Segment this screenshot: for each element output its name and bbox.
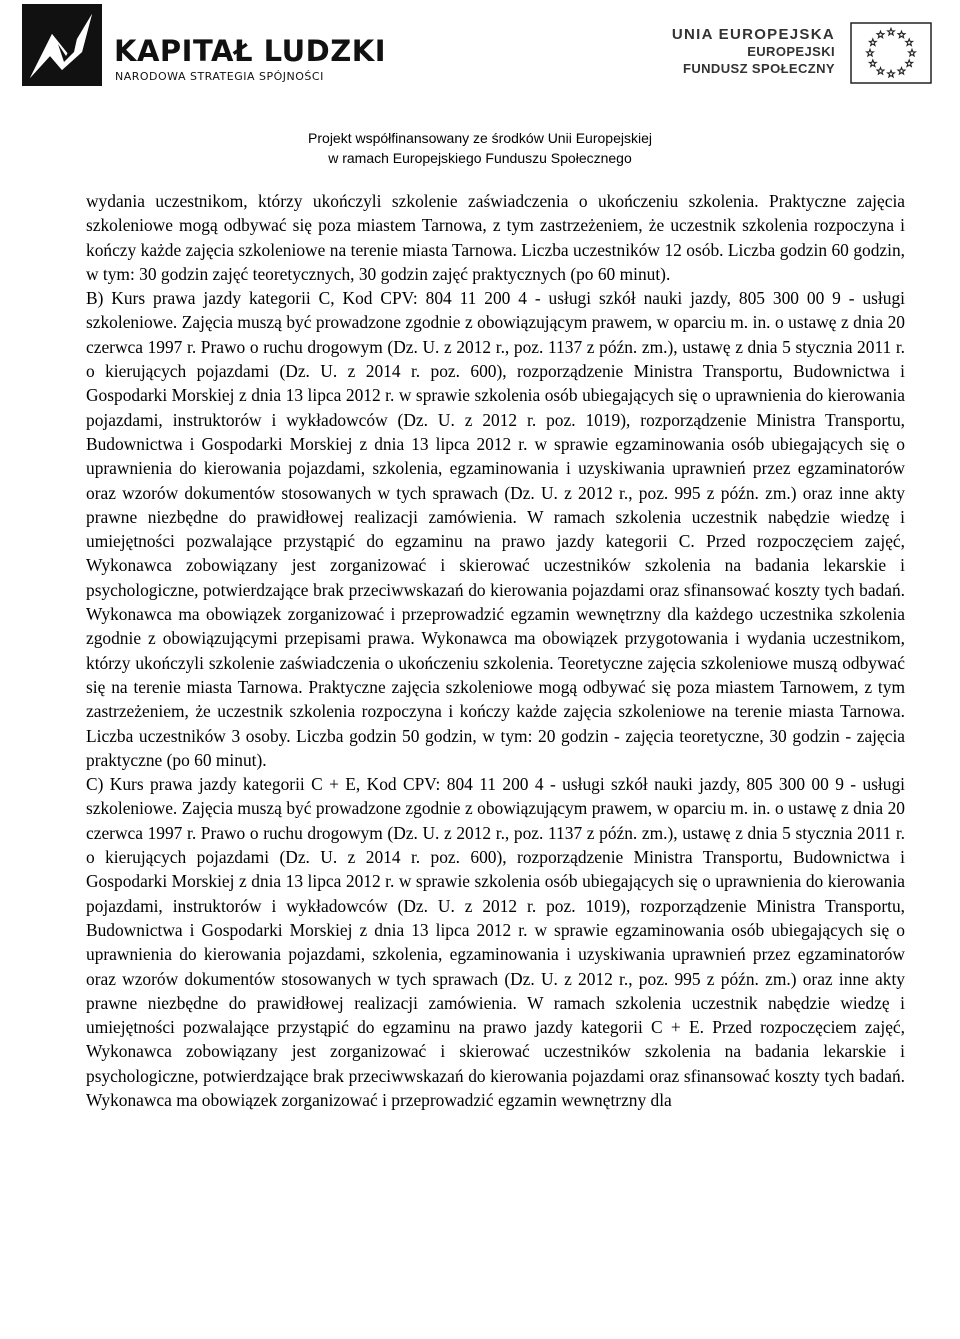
eu-logo-line3: FUNDUSZ SPOŁECZNY — [683, 61, 835, 76]
kapital-ludzki-emblem-icon — [22, 4, 102, 86]
document-body — [86, 189, 905, 1112]
project-line-1: Projekt współfinansowany ze środków Unii Europejskiej — [308, 130, 652, 146]
paragraph-1: wydania uczestnikom, którzy ukończyli szkolenie zaświadczenia o ukończeniu szkolenia. Praktyczne zajęcia szkoleniowe mogą odbywać się poza miastem Tarnowa, z tym zastrzeżeniem, że uczestnik szkolenia rozpoczyna i kończy każde zajęcia szkoleniowe na terenie miasta Tarnowa. Liczba uczestników 12 osób. Liczba godzin 60 godzin, w tym: 30 godzin zajęć teoretycznych, 30 godzin zajęć praktycznych (po 60 minut). — [86, 191, 905, 284]
paragraph-3: C) Kurs prawa jazdy kategorii C + E, Kod CPV: 804 11 200 4 - usługi szkół nauki jazdy, 805 300 00 9 - usługi szkoleniowe. Zajęcia muszą być prowadzone zgodnie z obowiązującym prawem, w oparciu m. in. o ustawę z dnia 20 czerwca 1997 r. Prawo o ruchu drogowym (Dz. U. z 2012 r., poz. 1137 z późn. zm.), ustawę z dnia 5 stycznia 2011 r. o kierujących pojazdami (Dz. U. z 2014 r. poz. 600), rozporządzenie Ministra Transportu, Budownictwa i Gospodarki Morskiej z dnia 13 lipca 2012 r. w sprawie szkolenia osób ubiegających się o uprawnienia do kierowania pojazdami, instruktorów i wykładowców (Dz. U. z 2012 r. poz. 1019), rozporządzenie Ministra Transportu, Budownictwa i Gospodarki Morskiej z dnia 13 lipca 2012 r. w sprawie egzaminowania osób ubiegających się o uprawnienia do kierowania pojazdami, szkolenia, egzaminowania i uzyskiwania uprawnień przez egzaminatorów oraz wzorów dokumentów stosowanych w tych sprawach (Dz. U. z 2012 r., poz. 995 z późn. zm.) oraz inne akty prawne niezbędne do prawidłowej realizacji zamówienia. W ramach szkolenia uczestnik nabędzie wiedzę i umiejętności pozwalające przystąpić do egzaminu na prawo jazdy kategorii C + E. Przed rozpoczęciem zajęć, Wykonawca zobowiązany jest zorganizować i skierować uczestników szkolenia na badania lekarskie i psychologiczne, potwierdzające brak przeciwwskazań do kierowania pojazdami oraz sfinansować koszty tych badań. Wykonawca ma obowiązek zorganizować i przeprowadzić egzamin wewnętrzny dla — [86, 774, 905, 1110]
kapital-ludzki-logo — [22, 4, 387, 94]
eu-logo-line1: UNIA EUROPEJSKA — [671, 26, 835, 43]
eu-logo — [670, 22, 940, 92]
kapital-ludzki-subtitle: NARODOWA STRATEGIA SPÓJNOŚCI — [115, 70, 324, 83]
project-line-2: w ramach Europejskiego Funduszu Społecznego — [328, 150, 632, 166]
page-header — [0, 0, 960, 175]
eu-flag-stars-icon — [850, 22, 932, 84]
paragraph-2: B) Kurs prawa jazdy kategorii C, Kod CPV: 804 11 200 4 - usługi szkół nauki jazdy, 805 300 00 9 - usługi szkoleniowe. Zajęcia muszą być prowadzone zgodnie z obowiązującym prawem, w oparciu m. in. o ustawę z dnia 20 czerwca 1997 r. Prawo o ruchu drogowym (Dz. U. z 2012 r., poz. 1137 z późn. zm.), ustawę z dnia 5 stycznia 2011 r. o kierujących pojazdami (Dz. U. z 2014 r. poz. 600), rozporządzenie Ministra Transportu, Budownictwa i Gospodarki Morskiej z dnia 13 lipca 2012 r. w sprawie szkolenia osób ubiegających się o uprawnienia do kierowania pojazdami, instruktorów i wykładowców (Dz. U. z 2012 r. poz. 1019), rozporządzenie Ministra Transportu, Budownictwa i Gospodarki Morskiej z dnia 13 lipca 2012 r. w sprawie egzaminowania osób ubiegających się o uprawnienia do kierowania pojazdami, szkolenia, egzaminowania i uzyskiwania uprawnień przez egzaminatorów oraz wzorów dokumentów stosowanych w tych sprawach (Dz. U. z 2012 r., poz. 995 z późn. zm.) oraz inne akty prawne niezbędne do prawidłowej realizacji zamówienia. W ramach szkolenia uczestnik nabędzie wiedzę i umiejętności pozwalające przystąpić do egzaminu na prawo jazdy kategorii C. Przed rozpoczęciem zajęć, Wykonawca zobowiązany jest zorganizować i skierować uczestników szkolenia na badania lekarskie i psychologiczne, potwierdzające brak przeciwwskazań do kierowania pojazdami oraz sfinansować koszty tych badań. Wykonawca ma obowiązek zorganizować i przeprowadzić egzamin wewnętrzny dla każdego uczestnika szkolenia zgodnie z obowiązującymi przepisami prawa. Wykonawca ma obowiązek przygotowania i wydania uczestnikom, którzy ukończyli szkolenie zaświadczenia o ukończeniu szkolenia. Teoretyczne zajęcia szkoleniowe muszą odbywać się na terenie miasta Tarnowa. Praktyczne zajęcia szkoleniowe mogą odbywać się poza miastem Tarnowem, z tym zastrzeżeniem, że uczestnik szkolenia rozpoczyna i kończy każde zajęcia szkoleniowe na terenie miasta Tarnowa. Liczba uczestników 3 osoby. Liczba godzin 50 godzin, w tym: 20 godzin - zajęcia teoretyczne, 30 godzin - zajęcia praktyczne (po 60 minut). — [86, 288, 905, 770]
kapital-ludzki-title: KAPITAŁ LUDZKI — [114, 34, 387, 68]
project-cofinancing-note — [0, 128, 960, 168]
eu-logo-line2: EUROPEJSKI — [747, 44, 835, 59]
eu-logo-text — [670, 26, 835, 77]
